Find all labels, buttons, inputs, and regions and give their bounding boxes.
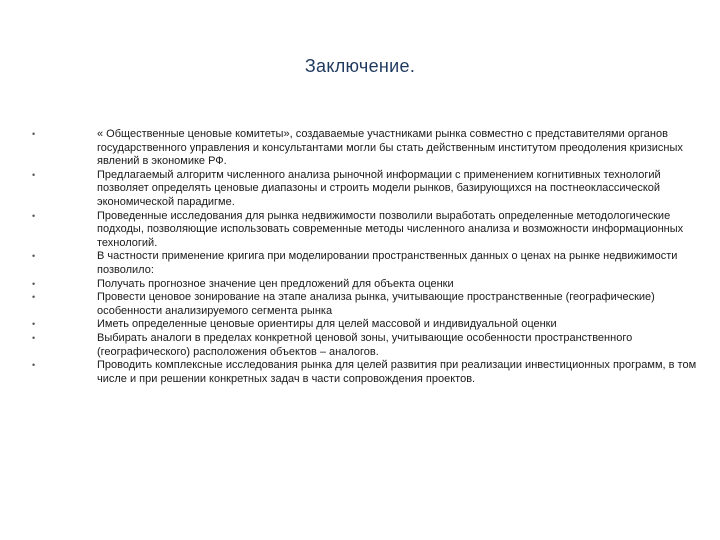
- bullet-item: [32, 291, 702, 318]
- bullet-text: В частности применение кригига при моделировании пространственных данных о ценах на рынке недвижимости позволило:: [97, 250, 678, 276]
- bullet-icon: •: [32, 360, 36, 371]
- bullet-item: [32, 359, 702, 386]
- bullet-icon: •: [32, 210, 36, 221]
- bullet-icon: •: [32, 292, 36, 303]
- bullet-item: [32, 210, 702, 251]
- bullet-icon: •: [32, 129, 36, 139]
- bullet-text: Провести ценовое зонирование на этапе анализа рынка, учитывающие пространственные (географические) особенности анализируемого сегмента рынка: [97, 291, 655, 317]
- bullet-text: Выбирать аналоги в пределах конкретной ценовой зоны, учитывающие особенности пространственного (географического) расположения объектов – аналогов.: [97, 331, 633, 358]
- bullet-text: Получать прогнозное значение цен предложений для объекта оценки: [97, 277, 454, 290]
- bullet-item: [32, 332, 702, 359]
- bullet-item: [32, 128, 702, 169]
- bullet-icon: •: [32, 278, 36, 289]
- bullet-icon: •: [32, 319, 36, 330]
- bullet-list: [32, 128, 702, 386]
- slide-title: Заключение.: [304, 56, 416, 76]
- bullet-text: Предлагаемый алгоритм численного анализа рыночной информации с применением когнитивных технологий позволяет определять ценовые диапазоны и строить модели рынков, базирующихся на постнеоклассической экономической парадигме.: [97, 168, 661, 208]
- bullet-item: [32, 250, 702, 277]
- bullet-text: Проводить комплексные исследования рынка для целей развития при реализации инвестиционных программ, в том числе и при решении конкретных задач в части сопровождения проектов.: [97, 359, 697, 385]
- bullet-icon: •: [32, 332, 36, 343]
- bullet-text: « Общественные ценовые комитеты», создаваемые участниками рынка совместно с представителями органов государственного управления и консультантами могли бы стать действенным институтом преодоления кризисных явлений в экономике РФ.: [97, 128, 683, 168]
- bullet-item: [32, 169, 702, 210]
- bullet-item: [32, 278, 702, 292]
- bullet-text: Иметь определенные ценовые ориентиры для целей массовой и индивидуальной оценки: [97, 318, 557, 331]
- bullet-text: Проведенные исследования для рынка недвижимости позволили выработать определенные методологические подходы, позволяющие использовать современные методы численного анализа и возможности информационных технологий.: [97, 209, 684, 249]
- bullet-icon: •: [32, 251, 36, 262]
- bullet-item: [32, 318, 702, 332]
- bullet-icon: •: [32, 169, 36, 180]
